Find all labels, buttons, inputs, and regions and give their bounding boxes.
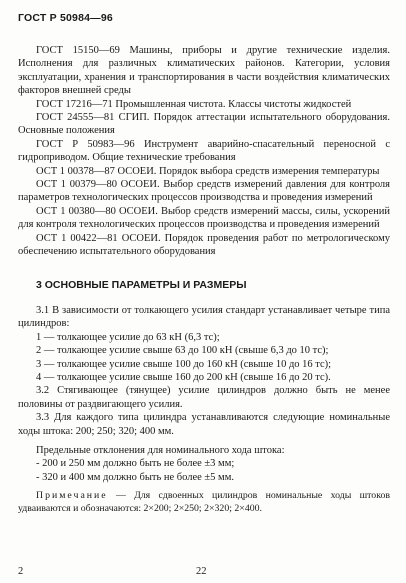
- tolerance-item: - 200 и 250 мм должно быть не более ±3 мм;: [36, 458, 235, 470]
- tolerance-title: Предельные отклонения для номинального хода штока:: [36, 444, 285, 456]
- cylinder-type-4: 4 — толкающее усилие свыше 160 до 200 кН (свыше 16 до 20 тс).: [36, 371, 331, 383]
- ref-gost-17216: ГОСТ 17216—71 Промышленная чистота. Классы чистоты жидкостей: [36, 98, 352, 110]
- ref-ost-00379: ОСТ 1 00379—80 ОСОЕИ. Выбор средств измерений давления для контроля параметров технологических процессов производства и проведения измерений: [18, 179, 390, 204]
- section-title: 3 ОСНОВНЫЕ ПАРАМЕТРЫ И РАЗМЕРЫ: [36, 278, 247, 291]
- paragraph-3-1: 3.1 В зависимости от толкающего усилия стандарт устанавливает четыре типа цилиндров:: [18, 304, 390, 330]
- document-header: ГОСТ Р 50984—96: [18, 12, 113, 24]
- page-number-left: 2: [18, 566, 24, 577]
- document-body: [18, 44, 390, 516]
- ref-gost-r-50983: ГОСТ Р 50983—96 Инструмент аварийно-спасательный переносной с гидроприводом. Общие технические требования: [18, 138, 390, 164]
- ref-ost-00378: ОСТ 1 00378—87 ОСОЕИ. Порядок выбора средств измерения температуры: [36, 165, 380, 177]
- cylinder-type-1: 1 — толкающее усилие до 63 кН (6,3 тс);: [36, 331, 220, 343]
- note: [18, 490, 390, 516]
- paragraph-3-3: 3.3 Для каждого типа цилиндра устанавливаются следующие номинальные ходы штока: 200; 250; 320; 400 мм.: [18, 412, 390, 437]
- page-number-center: 22: [196, 566, 207, 577]
- ref-ost-00380: ОСТ 1 00380—80 ОСОЕИ. Выбор средств измерений массы, силы, ускорений для контроля технологических процессов производства и проведения измерений: [18, 205, 390, 231]
- note-label: Примечание: [36, 490, 108, 502]
- cylinder-type-3: 3 — толкающее усилие свыше 100 до 160 кН (свыше 10 до 16 тс);: [36, 358, 332, 370]
- note-text: — Для сдвоенных цилиндров номинальные ходы штоков удваиваются и обозначаются: 2×200; 2×250; 2×320; 2×400.: [18, 490, 390, 514]
- ref-gost-15150: ГОСТ 15150—69 Машины, приборы и другие технические изделия. Исполнения для различных климатических районов. Категории, условия эксплуатации, хранения и транспортирования в части воздействия климатических факторов внешней среды: [18, 45, 390, 97]
- cylinder-type-2: 2 — толкающее усилие свыше 63 до 100 кН (свыше 6,3 до 10 тс);: [36, 345, 329, 357]
- ref-ost-00422: ОСТ 1 00422—81 ОСОЕИ. Порядок проведения работ по метрологическому обеспечению испытательного оборудования: [18, 232, 390, 258]
- tolerance-item: - 320 и 400 мм должно быть не более ±5 мм.: [36, 471, 234, 483]
- paragraph-3-2: 3.2 Стягивающее (тянущее) усилие цилиндров должно быть не менее половины от раздвигающего усилия.: [18, 385, 390, 410]
- ref-gost-24555: ГОСТ 24555—81 СГИП. Порядок аттестации испытательного оборудования. Основные положения: [18, 112, 390, 137]
